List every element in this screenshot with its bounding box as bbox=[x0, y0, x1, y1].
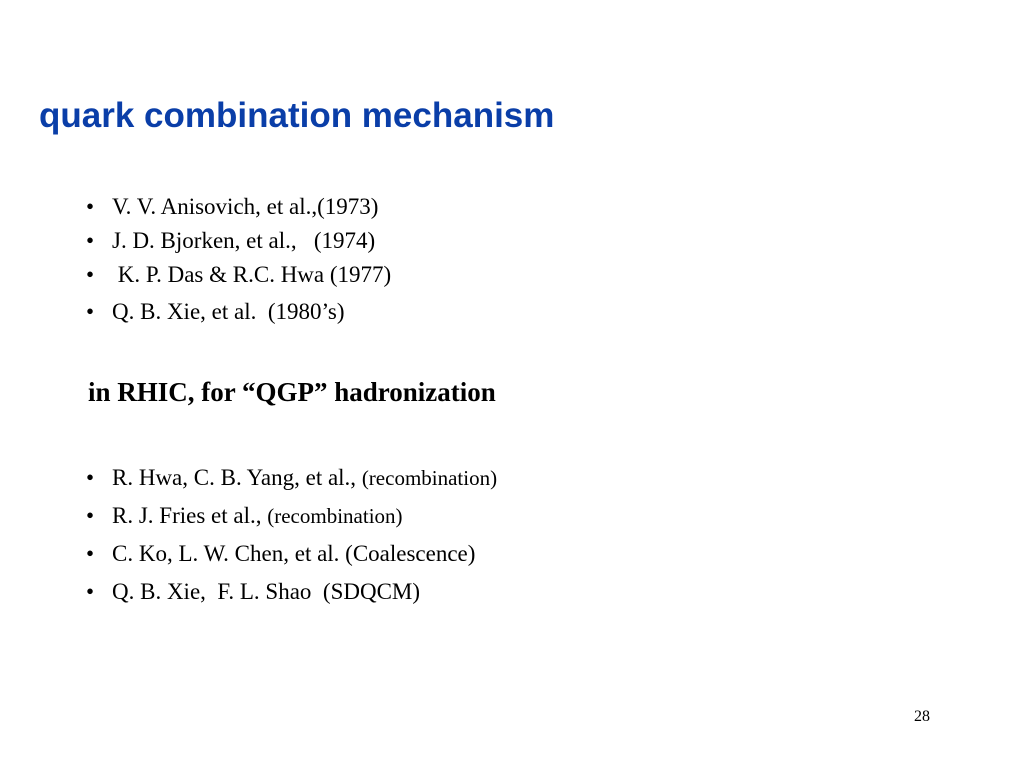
reference-item: • K. P. Das & R.C. Hwa (1977) bbox=[86, 258, 391, 292]
reference-item: • V. V. Anisovich, et al.,(1973) bbox=[86, 190, 391, 224]
reference-item bbox=[86, 459, 497, 497]
reference-authors: R. Hwa, C. B. Yang, et al., bbox=[112, 465, 362, 490]
reference-note: (recombination) bbox=[267, 504, 403, 528]
early-references-list bbox=[86, 190, 391, 329]
reference-item bbox=[86, 573, 497, 611]
section-heading: in RHIC, for “QGP” hadronization bbox=[88, 377, 496, 407]
reference-authors: Q. B. Xie, F. L. Shao (SDQCM) bbox=[112, 579, 421, 604]
reference-item bbox=[86, 535, 497, 573]
rhic-references-list bbox=[86, 459, 497, 611]
reference-item: • Q. B. Xie, et al. (1980’s) bbox=[86, 295, 391, 329]
reference-note: (recombination) bbox=[361, 466, 498, 490]
slide-title: quark combination mechanism bbox=[39, 96, 555, 135]
reference-item: • J. D. Bjorken, et al., (1974) bbox=[86, 224, 391, 258]
reference-item bbox=[86, 497, 497, 535]
reference-authors: R. J. Fries et al., bbox=[112, 503, 268, 528]
page-number: 28 bbox=[914, 708, 930, 725]
reference-authors: C. Ko, L. W. Chen, et al. (Coalescence) bbox=[112, 541, 476, 566]
